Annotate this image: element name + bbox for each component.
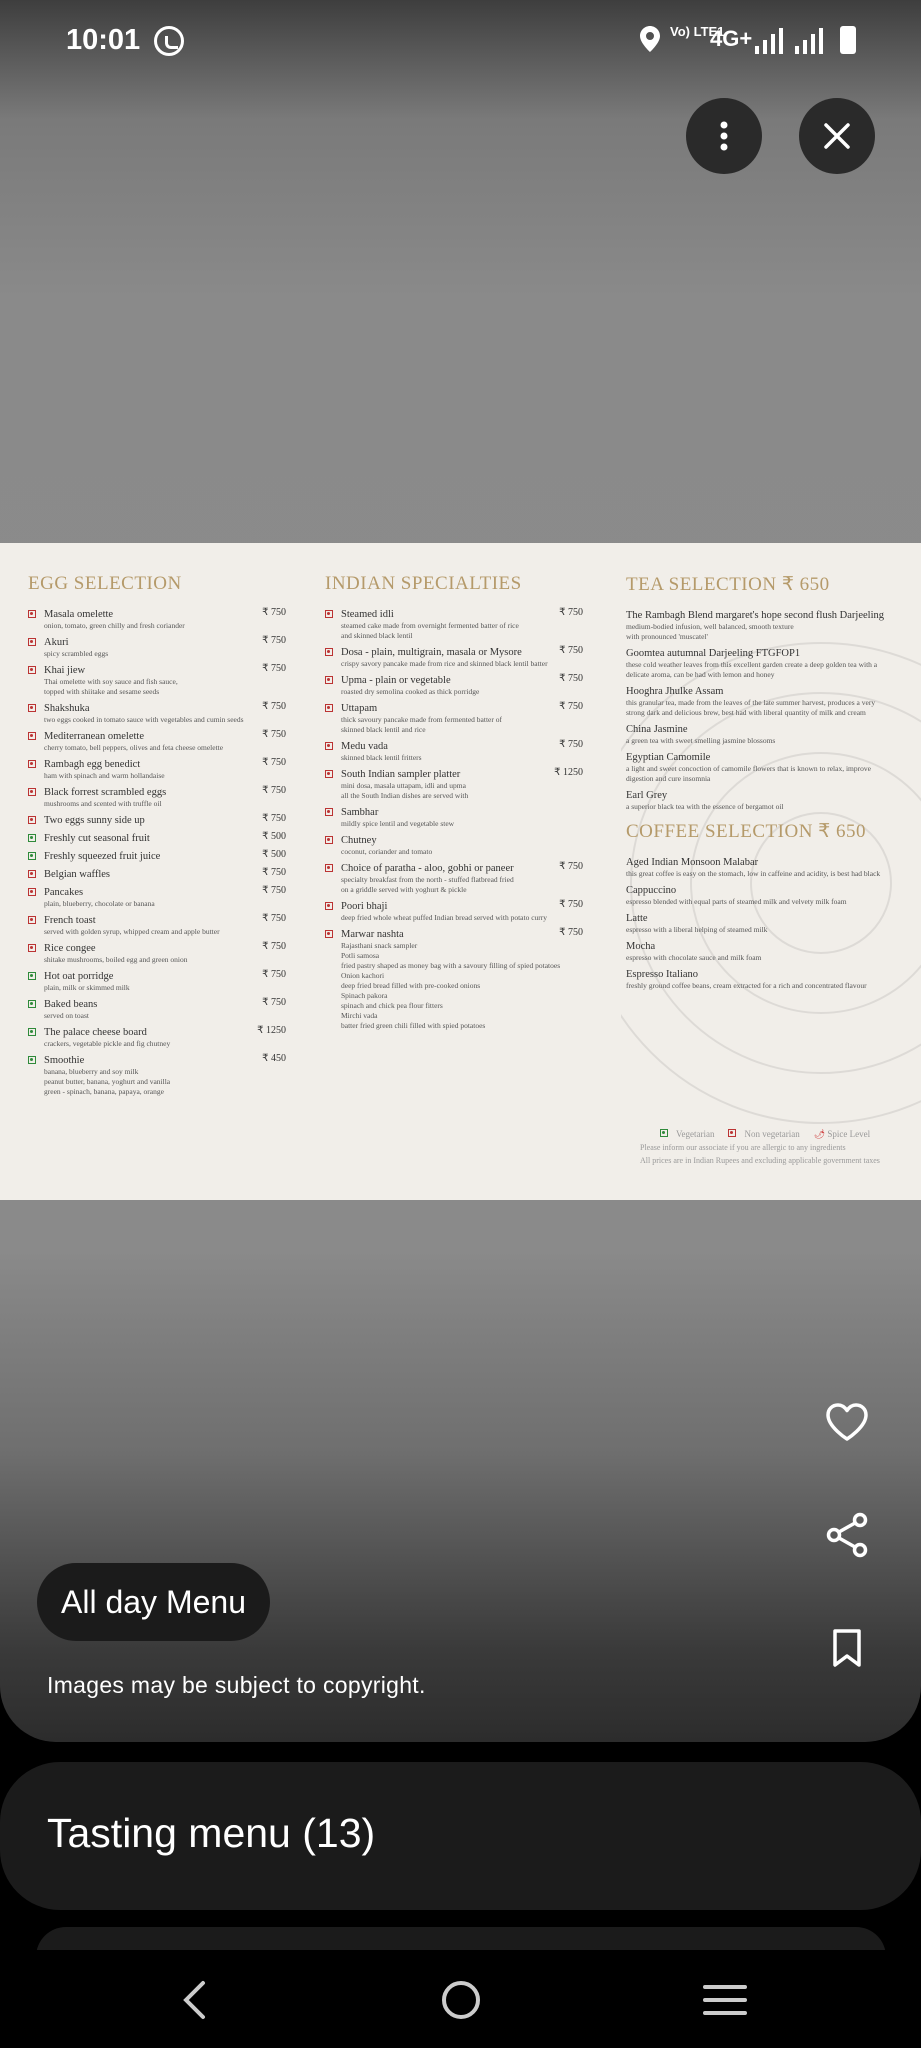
menu-item-name: Masala omelette: [44, 608, 114, 620]
nonveg-icon: [28, 638, 36, 646]
menu-item: [626, 939, 894, 963]
whatsapp-icon: [154, 26, 184, 56]
menu-item-name: Mediterranean omelette: [44, 730, 144, 742]
menu-item: [626, 608, 894, 642]
nonveg-icon: [28, 610, 36, 618]
nonveg-icon: [325, 836, 333, 844]
close-icon: [824, 123, 850, 149]
nonveg-icon: [325, 864, 333, 872]
menu-item: [28, 729, 286, 753]
menu-item: [28, 1053, 286, 1097]
menu-item-name: Espresso Italiano: [626, 968, 699, 980]
menu-item: [28, 607, 286, 631]
menu-item-row: [626, 911, 894, 925]
menu-item-description: this granular tea, made from the leaves of the late summer harvest, produces a very: [626, 698, 876, 707]
chili-icon: 🌶: [813, 1129, 826, 1139]
nonveg-icon: [28, 788, 36, 796]
network-type: 4G+: [710, 26, 753, 51]
menu-item-row: [626, 855, 894, 869]
save-button[interactable]: [820, 1621, 874, 1675]
allergy-note: Please inform our associate if you are allergic to any ingredients: [640, 1143, 846, 1152]
menu-item-row: [28, 1025, 286, 1039]
signal-icon: [755, 28, 785, 54]
menu-item-name: Mocha: [626, 940, 656, 952]
menu-item-description: Potli samosa: [341, 951, 380, 960]
menu-item-price: ₹ 1250: [554, 767, 583, 778]
menu-item-row: [626, 967, 894, 981]
menu-item: [325, 927, 583, 1031]
menu-item-price: ₹ 750: [262, 757, 286, 768]
menu-item-description: a superior black tea with the essence of bergamot oil: [626, 802, 784, 811]
heart-icon: [825, 1402, 869, 1442]
menu-item-description: a green tea with sweet smelling jasmine blossoms: [626, 736, 776, 745]
menu-item-description: mushrooms and scented with truffle oil: [44, 799, 162, 808]
menu-item: [626, 750, 894, 784]
menu-item-description: Rajasthani snack sampler: [341, 941, 418, 950]
menu-item-name: Akuri: [44, 636, 69, 648]
nonveg-icon: [325, 808, 333, 816]
location-icon: [640, 26, 660, 52]
menu-item-row: [28, 997, 286, 1011]
nonveg-icon: [325, 930, 333, 938]
menu-item: [28, 1025, 286, 1049]
menu-item: [626, 855, 894, 879]
menu-item-row: [626, 684, 894, 698]
veg-icon: [28, 1056, 36, 1064]
veg-icon: [28, 852, 36, 860]
menu-item-name: The palace cheese board: [44, 1026, 147, 1038]
menu-item-description: Spinach pakora: [341, 991, 388, 1000]
nonveg-icon: [325, 648, 333, 656]
menu-image[interactable]: [0, 543, 921, 1200]
menu-item-description: thick savoury pancake made from fermented batter of: [341, 715, 502, 724]
menu-item-row: [28, 813, 286, 827]
nonveg-icon: [28, 888, 36, 896]
menu-item-price: ₹ 750: [262, 885, 286, 896]
menu-item-description: roasted dry semolina cooked as thick porridge: [341, 687, 480, 696]
recents-icon: [703, 1983, 747, 2017]
menu-item-price: ₹ 750: [559, 645, 583, 656]
menu-item-name: Choice of paratha - aloo, gobhi or paneer: [341, 862, 514, 874]
tea-items: [626, 608, 894, 812]
menu-item-row: [325, 701, 583, 715]
menu-item-row: [325, 899, 583, 913]
indian-items: [325, 607, 583, 1031]
menu-item-description: skinned black lentil fritters: [341, 753, 422, 762]
menu-item: [28, 785, 286, 809]
veg-icon: [660, 1129, 668, 1137]
menu-item-description: spinach and chick pea flour fitters: [341, 1001, 443, 1010]
menu-item-name: Upma - plain or vegetable: [341, 674, 451, 686]
menu-item-description: crispy savory pancake made from rice and skinned black lentil batter: [341, 659, 548, 668]
menu-item-description: all the South Indian dishes are served with: [341, 791, 469, 800]
nonveg-icon: [28, 870, 36, 878]
menu-item-row: [28, 913, 286, 927]
menu-item: [626, 684, 894, 718]
menu-item-row: [28, 1053, 286, 1067]
menu-item-row: [325, 767, 583, 781]
menu-item-name: Rice congee: [44, 942, 96, 954]
menu-item-row: [28, 867, 286, 881]
menu-item-description: on a griddle served with yoghurt & pickle: [341, 885, 467, 894]
menu-item-description: medium-bodied infusion, well balanced, smooth texture: [626, 622, 794, 631]
menu-item: [28, 757, 286, 781]
home-icon: [440, 1979, 482, 2021]
nonveg-icon: [325, 610, 333, 618]
egg-selection-title: EGG SELECTION: [28, 573, 182, 594]
menu-item-description: delicate aroma, can be had with lemon and honey: [626, 670, 775, 679]
menu-item: [626, 788, 894, 812]
nonveg-icon: [28, 666, 36, 674]
menu-item-description: plain, milk or skimmed milk: [44, 983, 130, 992]
menu-item: [325, 805, 583, 829]
menu-item-description: peanut butter, banana, yoghurt and vanilla: [44, 1077, 171, 1086]
more-vert-icon: [720, 121, 728, 151]
menu-item-row: [325, 673, 583, 687]
menu-item: [28, 969, 286, 993]
back-icon: [181, 1980, 207, 2020]
menu-item-name: Steamed idli: [341, 608, 394, 620]
menu-item-price: ₹ 750: [262, 997, 286, 1008]
menu-item-row: [626, 883, 894, 897]
menu-item-row: [325, 927, 583, 941]
menu-item: [28, 867, 286, 881]
menu-item-name: Goomtea autumnal Darjeeling FTGFOP1: [626, 647, 801, 659]
menu-item: [28, 849, 286, 863]
veg-icon: [28, 1000, 36, 1008]
menu-item-name: Freshly squeezed fruit juice: [44, 850, 161, 862]
menu-item: [28, 941, 286, 965]
indian-specialties-section: [325, 573, 583, 1035]
menu-item-row: [28, 607, 286, 621]
menu-item-description: specialty breakfast from the north - stuffed flatbread fried: [341, 875, 514, 884]
menu-item-description: served with golden syrup, whipped cream and apple butter: [44, 927, 220, 936]
menu-item-name: Hooghra Jhulke Assam: [626, 685, 724, 697]
menu-item-row: [28, 729, 286, 743]
menu-item-description: mildly spice lentil and vegetable stew: [341, 819, 455, 828]
share-icon: [825, 1512, 869, 1558]
menu-item-name: Hot oat porridge: [44, 970, 114, 982]
menu-item-description: deep fried whole wheat puffed Indian bread served with potato curry: [341, 913, 548, 922]
menu-item: [325, 899, 583, 923]
menu-item-price: ₹ 450: [262, 1053, 286, 1064]
status-time: 10:01: [66, 24, 141, 56]
menu-item: [626, 883, 894, 907]
menu-item: [28, 831, 286, 845]
menu-item-description: spicy scrambled eggs: [44, 649, 109, 658]
menu-item: [28, 701, 286, 725]
menu-item: [325, 607, 583, 641]
menu-item-row: [626, 939, 894, 953]
favorite-button[interactable]: [820, 1395, 874, 1449]
menu-item: [325, 701, 583, 735]
status-bar: [0, 18, 921, 62]
menu-item-row: [325, 805, 583, 819]
menu-item-row: [28, 701, 286, 715]
tea-selection-title: TEA SELECTION ₹ 650: [626, 574, 830, 595]
menu-item-name: French toast: [44, 914, 96, 926]
menu-item: [28, 663, 286, 697]
tasting-menu-label: Tasting menu (13): [47, 1810, 376, 1856]
menu-item: [325, 739, 583, 763]
menu-item-description: espresso blended with equal parts of steamed milk and velvety milk foam: [626, 897, 847, 906]
menu-item-description: strong dark and delicious brew, best had with liberal quantity of milk and cream: [626, 708, 866, 717]
menu-item-price: ₹ 500: [262, 831, 286, 842]
battery-icon: [840, 26, 856, 54]
menu-item-row: [325, 833, 583, 847]
share-button[interactable]: [820, 1508, 874, 1562]
menu-item: [325, 767, 583, 801]
menu-item-row: [28, 831, 286, 845]
menu-item-row: [28, 757, 286, 771]
menu-item-row: [626, 608, 894, 622]
menu-item-price: ₹ 750: [559, 739, 583, 750]
menu-item-price: ₹ 750: [559, 861, 583, 872]
menu-item-description: these cold weather leaves from this excellent garden create a deep golden tea with a: [626, 660, 878, 669]
indian-specialties-title: INDIAN SPECIALTIES: [325, 573, 522, 594]
copyright-notice: Images may be subject to copyright.: [47, 1672, 426, 1698]
legend-veg: Vegetarian: [660, 1128, 714, 1141]
menu-item-price: ₹ 750: [262, 969, 286, 980]
image-title-chip[interactable]: All day Menu: [37, 1563, 270, 1641]
menu-item-price: ₹ 750: [559, 899, 583, 910]
home-button[interactable]: [431, 1970, 491, 2030]
nonveg-icon: [325, 770, 333, 778]
menu-item-description: banana, blueberry and soy milk: [44, 1067, 139, 1076]
menu-item: [626, 911, 894, 935]
signal-icon-2: [795, 28, 825, 54]
menu-item-price: ₹ 750: [262, 635, 286, 646]
menu-item-name: Poori bhaji: [341, 900, 388, 912]
menu-item-row: [626, 646, 894, 660]
menu-item-row: [626, 722, 894, 736]
menu-item-description: espresso with a liberal helping of steamed milk: [626, 925, 768, 934]
menu-item: [28, 997, 286, 1021]
menu-item-name: Uttapam: [341, 702, 378, 714]
menu-item-name: Earl Grey: [626, 789, 668, 801]
menu-item-row: [28, 663, 286, 677]
menu-item-name: Sambhar: [341, 806, 379, 818]
menu-item-name: Medu vada: [341, 740, 388, 752]
menu-item-description: topped with shiitake and sesame seeds: [44, 687, 160, 696]
menu-item-description: Thai omelette with soy sauce and fish sauce,: [44, 677, 178, 686]
menu-item-description: a light and sweet concoction of camomile flowers that is known to relax, improve: [626, 764, 871, 773]
menu-legend: [640, 1128, 880, 1167]
menu-item-name: Egyptian Camomile: [626, 751, 711, 763]
menu-item-description: onion, tomato, green chilly and fresh coriander: [44, 621, 185, 630]
menu-item-price: ₹ 750: [262, 729, 286, 740]
menu-item-row: [28, 635, 286, 649]
menu-item-row: [626, 788, 894, 802]
menu-item: [28, 885, 286, 909]
menu-item-description: Onion kachori: [341, 971, 385, 980]
nonveg-icon: [28, 916, 36, 924]
legend-spice: 🌶 Spice Level: [813, 1129, 871, 1139]
menu-item-description: Mirchi vada: [341, 1011, 378, 1020]
menu-item-name: South Indian sampler platter: [341, 768, 461, 780]
menu-item-name: Chutney: [341, 834, 377, 846]
menu-item-description: digestion and cure insomnia: [626, 774, 711, 783]
menu-item: [325, 861, 583, 895]
menu-item-description: served on toast: [44, 1011, 89, 1020]
menu-item-description: this great coffee is easy on the stomach, low in caffeine and acidity, is best had black: [626, 869, 881, 878]
nonveg-icon: [325, 902, 333, 910]
menu-item-description: cherry tomato, bell peppers, olives and feta cheese omelette: [44, 743, 224, 752]
menu-item-name: Pancakes: [44, 886, 84, 898]
menu-item-description: with pronounced 'muscatel': [626, 632, 708, 641]
coffee-selection-title: COFFEE SELECTION ₹ 650: [626, 821, 867, 842]
veg-icon: [28, 972, 36, 980]
price-note: All prices are in Indian Rupees and excluding applicable government taxes: [640, 1156, 880, 1165]
menu-item-description: freshly ground coffee beans, cream extracted for a rich and concentrated flavour: [626, 981, 867, 990]
menu-item-price: ₹ 750: [262, 867, 286, 878]
menu-item-description: batter fried green chili filled with spied potatoes: [341, 1021, 486, 1030]
menu-item-description: two eggs cooked in tomato sauce with vegetables and cumin seeds: [44, 715, 244, 724]
egg-items: [28, 607, 286, 1097]
menu-item-price: ₹ 750: [262, 785, 286, 796]
menu-item-description: mini dosa, masala uttapam, idli and upma: [341, 781, 466, 790]
nonveg-icon: [325, 704, 333, 712]
menu-item-description: plain, blueberry, chocolate or banana: [44, 899, 155, 908]
menu-item-name: Marwar nashta: [341, 928, 404, 940]
menu-item-name: Dosa - plain, multigrain, masala or Mysore: [341, 646, 522, 658]
menu-item-description: coconut, coriander and tomato: [341, 847, 433, 856]
menu-item-name: Latte: [626, 912, 648, 924]
nonveg-icon: [28, 816, 36, 824]
back-button[interactable]: [164, 1970, 224, 2030]
menu-item-row: [325, 607, 583, 621]
menu-item-row: [28, 849, 286, 863]
menu-item-name: The Rambagh Blend margaret's hope second flush Darjeeling: [626, 609, 884, 621]
menu-item-description: deep fried bread filled with pre-cooked onions: [341, 981, 481, 990]
nonveg-icon: [325, 676, 333, 684]
menu-item-price: ₹ 1250: [257, 1025, 286, 1036]
close-button[interactable]: [799, 98, 875, 174]
coffee-items: [626, 855, 894, 991]
menu-item-description: steamed cake made from overnight fermented batter of rice: [341, 621, 519, 630]
menu-item-name: China Jasmine: [626, 723, 688, 735]
menu-item-description: crackers, vegetable pickle and fig chutney: [44, 1039, 171, 1048]
menu-item-row: [325, 861, 583, 875]
menu-item-description: fried pastry shaped as money bag with a savoury filling of spied potatoes: [341, 961, 561, 970]
menu-item-name: Freshly cut seasonal fruit: [44, 832, 150, 844]
recents-button[interactable]: [695, 1970, 755, 2030]
menu-item: [28, 813, 286, 827]
menu-item: [28, 913, 286, 937]
menu-item: [626, 967, 894, 991]
menu-item-description: ham with spinach and warm hollandaise: [44, 771, 165, 780]
menu-item-name: Smoothie: [44, 1054, 85, 1066]
menu-item-description: espresso with chocolate sauce and milk foam: [626, 953, 762, 962]
menu-item: [325, 645, 583, 669]
legend-nonveg: Non vegetarian: [728, 1128, 799, 1141]
nonveg-icon: [28, 760, 36, 768]
menu-item: [626, 722, 894, 746]
menu-item-price: ₹ 750: [559, 673, 583, 684]
egg-selection-section: [28, 573, 286, 1101]
menu-item-price: ₹ 750: [262, 941, 286, 952]
menu-item-price: ₹ 750: [559, 701, 583, 712]
veg-icon: [28, 834, 36, 842]
menu-item-name: Belgian waffles: [44, 868, 110, 880]
menu-item-row: [28, 785, 286, 799]
more-options-button[interactable]: [686, 98, 762, 174]
menu-item-row: [28, 969, 286, 983]
menu-item-name: Cappuccino: [626, 884, 677, 896]
menu-item-name: Black forrest scrambled eggs: [44, 786, 167, 798]
menu-item-row: [325, 739, 583, 753]
menu-item-price: ₹ 750: [262, 701, 286, 712]
menu-item-price: ₹ 500: [262, 849, 286, 860]
menu-item: [28, 635, 286, 659]
menu-item-row: [626, 750, 894, 764]
menu-item: [626, 646, 894, 680]
navigation-bar: [0, 1950, 921, 2048]
menu-item-price: ₹ 750: [262, 913, 286, 924]
menu-item-description: shitake mushrooms, boiled egg and green onion: [44, 955, 188, 964]
veg-icon: [28, 1028, 36, 1036]
tasting-menu-card[interactable]: [0, 1762, 921, 1910]
menu-item-price: ₹ 750: [559, 607, 583, 618]
menu-item-row: [28, 885, 286, 899]
nonveg-icon: [325, 742, 333, 750]
menu-item-price: ₹ 750: [262, 663, 286, 674]
menu-item-row: [325, 645, 583, 659]
menu-item-name: Two eggs sunny side up: [44, 814, 145, 826]
volte-indicator: Vo) LTE1: [670, 24, 725, 39]
menu-item: [325, 833, 583, 857]
nonveg-icon: [28, 704, 36, 712]
nonveg-icon: [728, 1129, 736, 1137]
menu-item-price: ₹ 750: [262, 813, 286, 824]
menu-item-name: Rambagh egg benedict: [44, 758, 141, 770]
menu-item-price: ₹ 750: [262, 607, 286, 618]
bookmark-icon: [832, 1628, 862, 1668]
menu-item-name: Baked beans: [44, 998, 98, 1010]
menu-item: [325, 673, 583, 697]
menu-item-row: [28, 941, 286, 955]
menu-item-description: green - spinach, banana, papaya, orange: [44, 1087, 164, 1096]
menu-item-description: and skinned black lentil: [341, 631, 413, 640]
menu-item-name: Aged Indian Monsoon Malabar: [626, 856, 759, 868]
menu-item-name: Khai jiew: [44, 664, 86, 676]
menu-item-price: ₹ 750: [559, 927, 583, 938]
nonveg-icon: [28, 732, 36, 740]
tea-selection-section: [626, 573, 894, 995]
menu-item-description: skinned black lentil and rice: [341, 725, 426, 734]
menu-item-name: Shakshuka: [44, 702, 90, 714]
nonveg-icon: [28, 944, 36, 952]
